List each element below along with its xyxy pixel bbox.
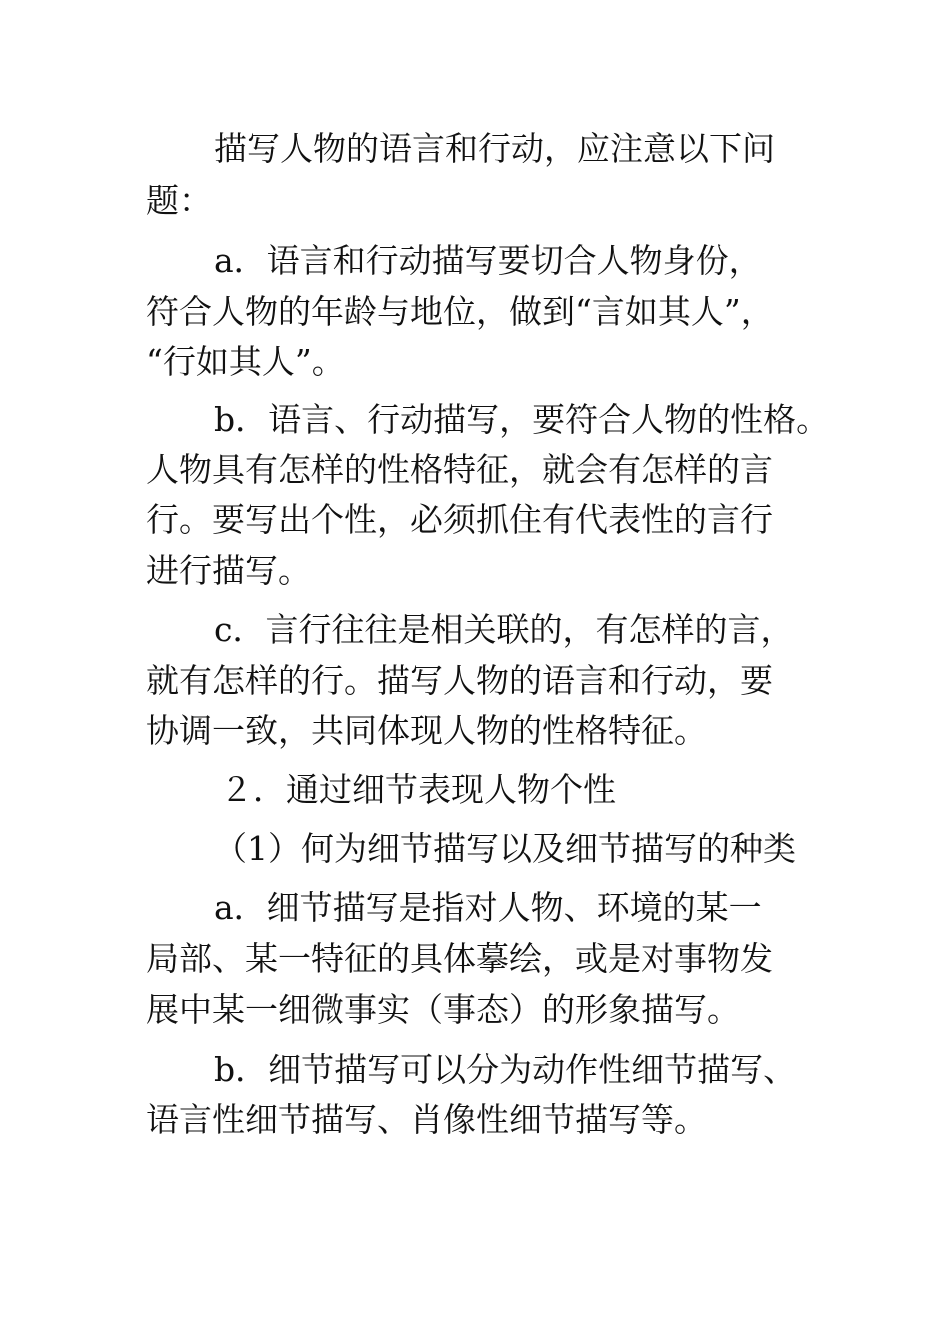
text-line: 进行描写。: [146, 551, 311, 590]
text-line: c．言行往往是相关联的，有怎样的言，: [214, 610, 794, 649]
text-line: 题：: [146, 181, 212, 220]
text-line: a．细节描写是指对人物、环境的某一: [214, 888, 762, 927]
text-line: b．细节描写可以分为动作性细节描写、: [214, 1050, 797, 1089]
section-title: ２．通过细节表现人物个性: [220, 770, 616, 809]
text-line: 行。要写出个性，必须抓住有代表性的言行: [146, 500, 773, 539]
text-line: 展中某一细微事实（事态）的形象描写。: [146, 990, 740, 1029]
text-line: 就有怎样的行。描写人物的语言和行动，要: [146, 661, 773, 700]
subsection-title: （1）何为细节描写以及细节描写的种类: [214, 829, 796, 868]
text-line: b．语言、行动描写，要符合人物的性格。: [214, 400, 830, 439]
text-line: 描写人物的语言和行动，应注意以下问: [214, 129, 775, 168]
text-line: 人物具有怎样的性格特征，就会有怎样的言: [146, 450, 773, 489]
text-line: 局部、某一特征的具体摹绘，或是对事物发: [146, 939, 773, 978]
text-line: “行如其人”。: [146, 342, 345, 381]
text-line: a．语言和行动描写要切合人物身份，: [214, 241, 762, 280]
text-line: 语言性细节描写、肖像性细节描写等。: [146, 1100, 707, 1139]
text-line: 协调一致，共同体现人物的性格特征。: [146, 711, 707, 750]
text-line: 符合人物的年龄与地位，做到“言如其人”，: [146, 292, 774, 331]
